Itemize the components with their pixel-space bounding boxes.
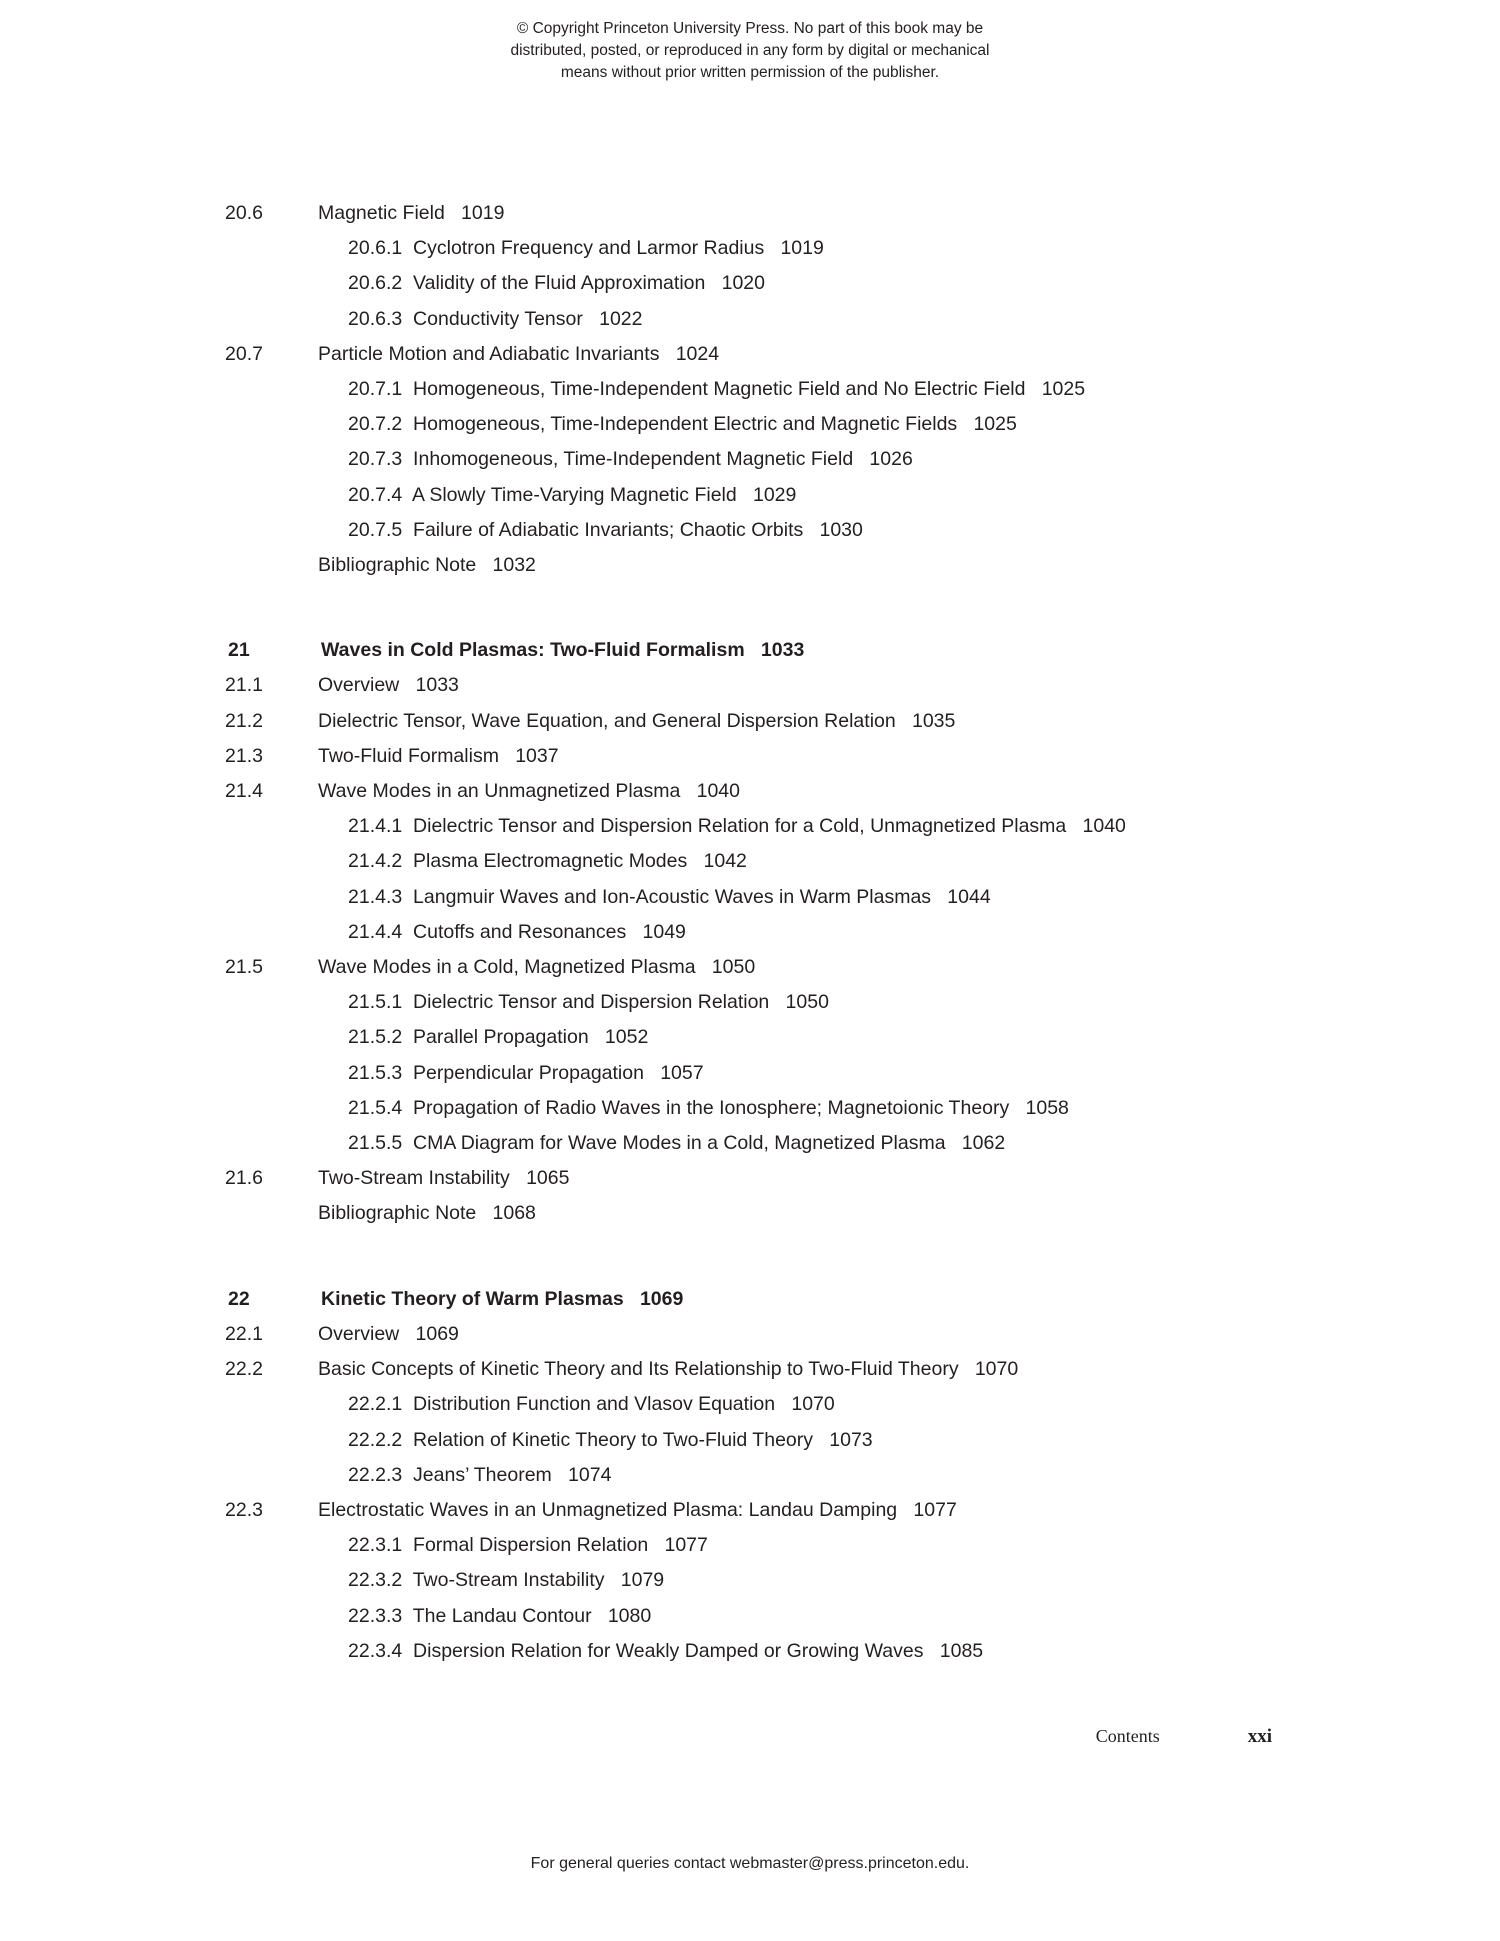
toc-section-number: 21.4 (225, 780, 263, 803)
toc-subsection-entry[interactable]: 21.4.2 Plasma Electromagnetic Modes 1042 (348, 850, 747, 873)
toc-section-number: 22.3 (225, 1498, 263, 1521)
toc-chapter-number: 21 (228, 639, 250, 662)
toc-spacer (0, 1232, 1500, 1282)
copyright-line-1: © Copyright Princeton University Press. No part of this book may be (516, 20, 984, 37)
toc-subsection-entry[interactable]: 20.6.3 Conductivity Tensor 1022 (348, 307, 643, 330)
toc-subsection-entry[interactable]: 21.4.1 Dielectric Tensor and Dispersion Relation for a Cold, Unmagnetized Plasma 1040 (348, 815, 1126, 838)
copyright-line-2: distributed, posted, or reproduced in any form by digital or mechanical (510, 42, 990, 59)
toc-section-entry[interactable] (0, 196, 1500, 231)
toc-subsection-entry[interactable]: 21.4.3 Langmuir Waves and Ion-Acoustic Waves in Warm Plasmas 1044 (348, 885, 991, 908)
toc-section-entry[interactable] (0, 739, 1500, 774)
toc-subsection-entry[interactable]: 21.4.4 Cutoffs and Resonances 1049 (348, 920, 686, 943)
toc-bibliographic-note-entry[interactable]: Bibliographic Note 1068 (318, 1202, 536, 1225)
toc-section-title: Two-Stream Instability 1065 (318, 1167, 570, 1190)
toc-subsection-entry[interactable]: 21.5.4 Propagation of Radio Waves in the Ionosphere; Magnetoionic Theory 1058 (348, 1096, 1069, 1119)
queries-notice: For general queries contact webmaster@press.princeton.edu. (530, 1855, 970, 1872)
toc-subsection-entry[interactable]: 20.6.2 Validity of the Fluid Approximation 1020 (348, 272, 765, 295)
toc-section-entry[interactable] (0, 1352, 1500, 1387)
toc-subsection-entry[interactable]: 22.2.3 Jeans’ Theorem 1074 (348, 1463, 612, 1486)
toc-section-number: 20.7 (225, 342, 263, 365)
toc-subsection-entry[interactable]: 20.7.1 Homogeneous, Time-Independent Magnetic Field and No Electric Field 1025 (348, 378, 1086, 401)
toc-subsection-entry[interactable]: 22.3.3 The Landau Contour 1080 (348, 1604, 652, 1627)
toc-section-title: Basic Concepts of Kinetic Theory and Its Relationship to Two-Fluid Theory 1070 (318, 1358, 1019, 1381)
toc-subsection-entry[interactable]: 20.7.5 Failure of Adiabatic Invariants; Chaotic Orbits 1030 (348, 518, 863, 541)
toc-section-entry[interactable] (0, 1493, 1500, 1528)
toc-chapter-entry[interactable] (0, 1282, 1500, 1317)
toc-section-number: 20.6 (225, 202, 263, 224)
toc-section-title: Overview 1069 (318, 1322, 459, 1345)
toc-section-entry[interactable] (0, 704, 1500, 739)
toc-subsection-entry[interactable]: 22.3.4 Dispersion Relation for Weakly Damped or Growing Waves 1085 (348, 1639, 984, 1662)
toc-section-title: Dielectric Tensor, Wave Equation, and General Dispersion Relation 1035 (318, 709, 956, 732)
toc-subsection-entry[interactable]: 21.5.1 Dielectric Tensor and Dispersion Relation 1050 (348, 991, 829, 1014)
toc-section-entry[interactable] (0, 1161, 1500, 1196)
toc-section-title: Two-Fluid Formalism 1037 (318, 744, 559, 767)
toc-section-title: Particle Motion and Adiabatic Invariants 1024 (318, 342, 720, 365)
table-of-contents (0, 196, 1500, 1669)
toc-section-entry[interactable] (0, 1317, 1500, 1352)
toc-section-entry[interactable] (0, 337, 1500, 372)
toc-section-number: 22.2 (225, 1358, 263, 1381)
toc-section-number: 22.1 (225, 1322, 263, 1345)
toc-subsection-entry[interactable]: 20.6.1 Cyclotron Frequency and Larmor Radius 1019 (348, 237, 824, 260)
toc-chapter-entry[interactable] (0, 633, 1500, 668)
toc-section-number: 21.5 (225, 956, 263, 979)
toc-spacer (0, 583, 1500, 633)
toc-section-number: 21.1 (225, 674, 263, 697)
page-number: xxi (1247, 1726, 1272, 1747)
toc-subsection-entry[interactable]: 21.5.3 Perpendicular Propagation 1057 (348, 1061, 704, 1084)
toc-chapter-number: 22 (228, 1287, 250, 1310)
toc-section-number: 21.6 (225, 1167, 263, 1190)
toc-subsection-entry[interactable]: 20.7.3 Inhomogeneous, Time-Independent Magnetic Field 1026 (348, 448, 913, 471)
copyright-notice (0, 18, 1500, 84)
toc-subsection-entry[interactable]: 22.2.1 Distribution Function and Vlasov Equation 1070 (348, 1393, 835, 1416)
toc-subsection-entry[interactable]: 22.3.1 Formal Dispersion Relation 1077 (348, 1534, 708, 1557)
running-footer-label: Contents (1095, 1726, 1160, 1746)
toc-section-entry[interactable] (0, 950, 1500, 985)
toc-chapter-title: Waves in Cold Plasmas: Two-Fluid Formalism 1033 (321, 639, 805, 662)
copyright-line-3: means without prior written permission of the publisher. (560, 64, 940, 81)
toc-section-title: Wave Modes in a Cold, Magnetized Plasma 1050 (318, 956, 756, 979)
toc-subsection-entry[interactable]: 21.5.2 Parallel Propagation 1052 (348, 1026, 649, 1049)
toc-chapter-title: Kinetic Theory of Warm Plasmas 1069 (321, 1287, 684, 1310)
toc-subsection-entry[interactable]: 20.7.4 A Slowly Time-Varying Magnetic Field 1029 (348, 483, 797, 506)
toc-subsection-entry[interactable]: 22.3.2 Two-Stream Instability 1079 (348, 1569, 665, 1592)
toc-section-number: 21.3 (225, 744, 263, 767)
toc-section-title: Electrostatic Waves in an Unmagnetized Plasma: Landau Damping 1077 (318, 1498, 957, 1521)
toc-section-entry[interactable] (0, 774, 1500, 809)
toc-section-title: Magnetic Field 1019 (318, 202, 505, 224)
running-footer (0, 1726, 1500, 1748)
toc-bibliographic-note-entry[interactable]: Bibliographic Note 1032 (318, 554, 536, 577)
toc-section-title: Wave Modes in an Unmagnetized Plasma 1040 (318, 780, 741, 803)
toc-section-title: Overview 1033 (318, 674, 459, 697)
toc-subsection-entry[interactable]: 21.5.5 CMA Diagram for Wave Modes in a Cold, Magnetized Plasma 1062 (348, 1132, 1006, 1155)
toc-section-number: 21.2 (225, 709, 263, 732)
toc-subsection-entry[interactable]: 22.2.2 Relation of Kinetic Theory to Two-Fluid Theory 1073 (348, 1428, 873, 1451)
toc-section-entry[interactable] (0, 668, 1500, 703)
toc-subsection-entry[interactable]: 20.7.2 Homogeneous, Time-Independent Electric and Magnetic Fields 1025 (348, 413, 1017, 436)
